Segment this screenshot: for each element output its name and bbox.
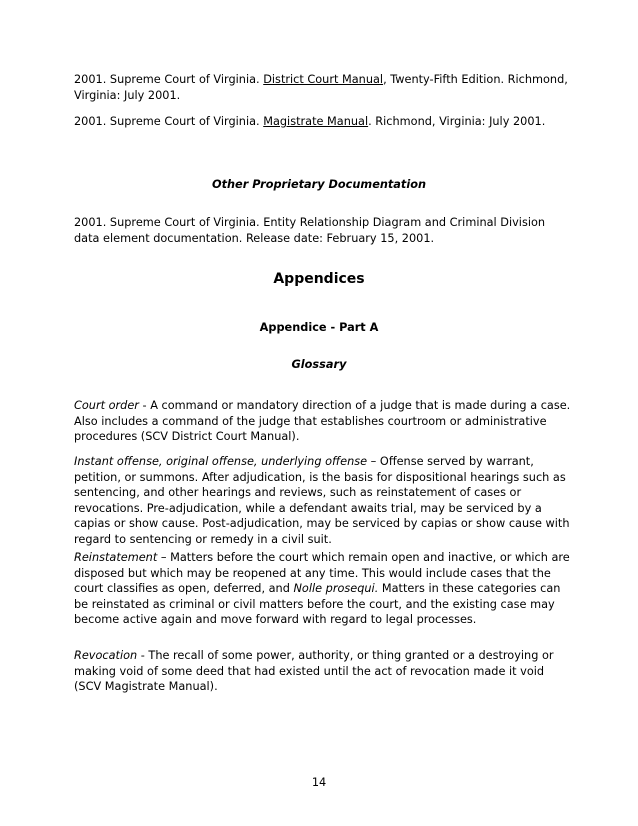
reference-title: Magistrate Manual bbox=[263, 115, 369, 128]
reference-text: , Twenty-Fifth Edition. Richmond, Virginia: July 2001. bbox=[74, 73, 568, 102]
glossary-term: Instant offense, original offense, underlying offense bbox=[74, 455, 368, 468]
appendices-title: Appendices bbox=[273, 271, 365, 287]
other-docs-text: 2001. Supreme Court of Virginia. Entity Relationship Diagram and Criminal Division data element documentation. Release date: February 15, 2001. bbox=[74, 216, 546, 245]
appendice-part-heading: Appendice - Part A bbox=[259, 321, 379, 334]
glossary-term: Reinstatement bbox=[74, 551, 158, 564]
glossary-term: Revocation bbox=[74, 649, 138, 662]
glossary-entry-instant-offense bbox=[74, 454, 574, 547]
reference-text: . Richmond, Virginia: July 2001. bbox=[368, 115, 546, 128]
glossary-definition: – Offense served by warrant, petition, or summons. After adjudication, is the basis for dispositional hearings such as sentencing, and other hearings and reviews, such as reinstatement of cases or revocations. Pre-adjudication, while a defendant awaits trial, may be serviced by a capias or show cause. Post-adjudication, may be serviced by capias or show cause with regard to sentencing or remedy in a civil suit. bbox=[74, 455, 570, 546]
glossary-definition: – Matters before the court which remain open and inactive, or which are disposed but which may be reopened at any time. This would include cases that the court classifies as open, deferred, and bbox=[74, 551, 570, 595]
glossary-entry-revocation bbox=[74, 648, 574, 695]
reference-title: District Court Manual bbox=[263, 73, 384, 86]
section-heading-other-docs: Other Proprietary Documentation bbox=[211, 178, 426, 191]
glossary-heading: Glossary bbox=[291, 358, 347, 371]
glossary-definition-italic: Nolle prosequi. bbox=[293, 582, 379, 595]
glossary-definition: - A command or mandatory direction of a judge that is made during a case. Also includes a command of the judge that establishes courtroom or administrative procedures (SCV District Court Manual). bbox=[74, 399, 571, 443]
reference-text: 2001. Supreme Court of Virginia. bbox=[74, 73, 264, 86]
page-number: 14 bbox=[311, 776, 327, 789]
reference-text: 2001. Supreme Court of Virginia. bbox=[74, 115, 264, 128]
reference-district-court-manual bbox=[74, 72, 574, 103]
reference-magistrate-manual bbox=[74, 114, 574, 130]
glossary-definition: - The recall of some power, authority, or thing granted or a destroying or making void of some deed that had existed until the act of revocation made it void (SCV Magistrate Manual). bbox=[74, 649, 554, 693]
glossary-definition: Matters in these categories can be reinstated as criminal or civil matters before the court, and the existing case may become active again and move forward with regard to legal processes. bbox=[74, 582, 561, 626]
glossary-term: Court order bbox=[74, 399, 139, 412]
glossary-entry-reinstatement bbox=[74, 550, 574, 628]
glossary-entry-court-order bbox=[74, 398, 574, 445]
